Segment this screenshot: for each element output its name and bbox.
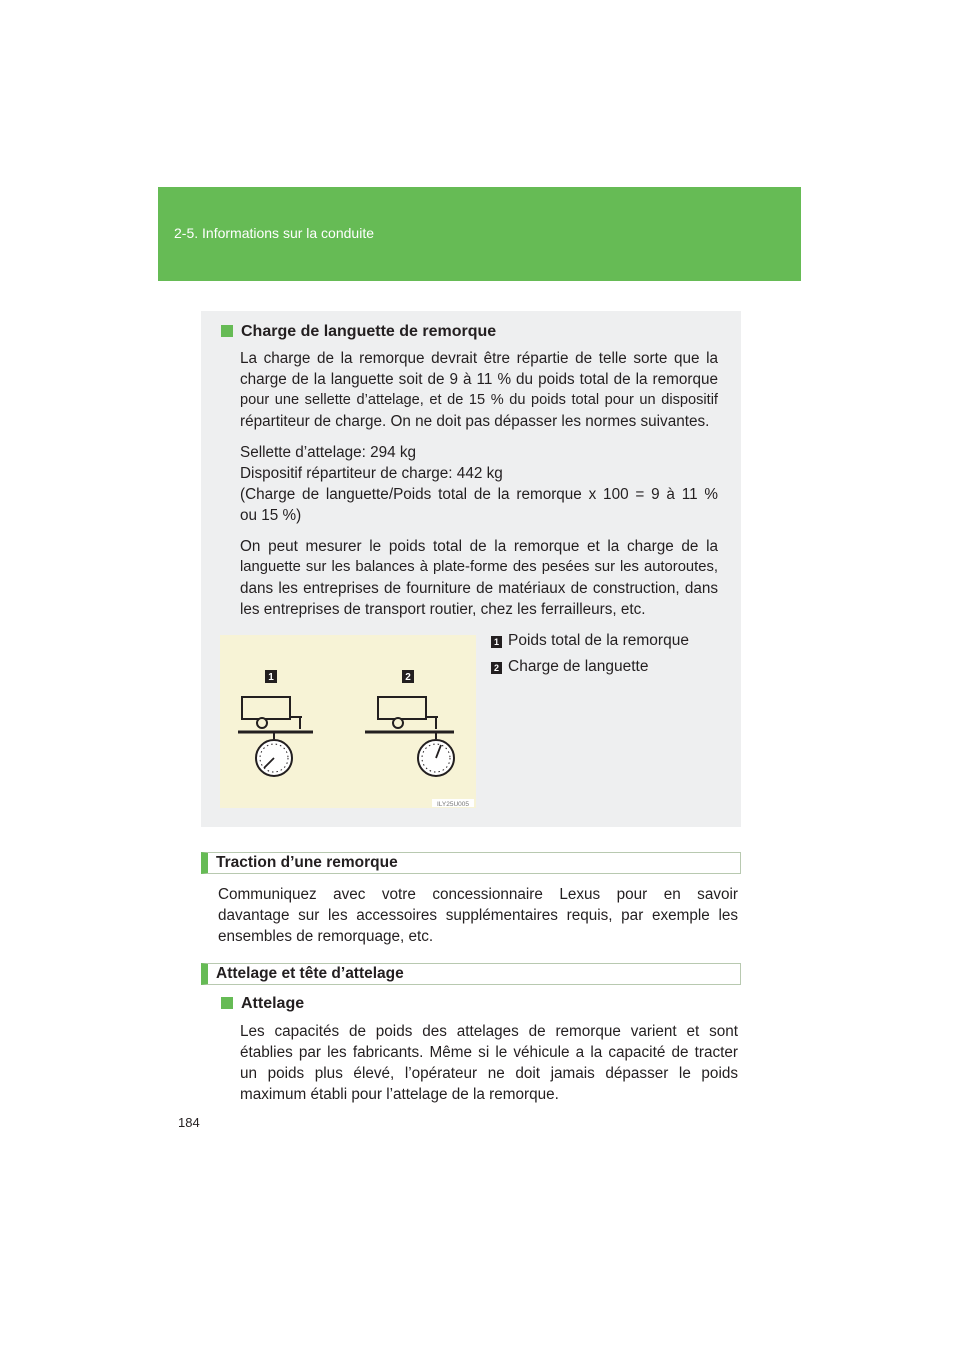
section-heading-traction bbox=[201, 852, 741, 874]
figure-code: ILY25U005 bbox=[436, 801, 470, 808]
legend-label-2: Charge de languette bbox=[508, 658, 649, 675]
scale-gauge-2-icon bbox=[418, 740, 454, 776]
bullet-square-icon bbox=[221, 325, 233, 337]
box-paragraph-2 bbox=[240, 442, 718, 526]
text-line: Les capacités de poids des attelages de remorque varient et sont bbox=[240, 1023, 738, 1040]
text-line: (Charge de languette/Poids total de la remorque x 100 = 9 à 11 % bbox=[240, 486, 718, 503]
text-line: maximum établi pour l’attelage de la remorque. bbox=[240, 1086, 559, 1103]
page-number: 184 bbox=[178, 1115, 200, 1130]
text-line: dans les entreprises de fourniture de matériaux de construction, dans bbox=[240, 580, 718, 597]
text-line: établies par les fabricants. Même si le véhicule a la capacité de tracter bbox=[240, 1044, 738, 1061]
text-line: Dispositif répartiteur de charge: 442 kg bbox=[240, 465, 503, 482]
legend-label-1: Poids total de la remorque bbox=[508, 632, 689, 649]
legend-badge-1: 1 bbox=[491, 636, 502, 648]
section2-body bbox=[240, 1021, 738, 1105]
badge-2-number: 2 bbox=[405, 672, 411, 683]
sub-heading-text: Attelage bbox=[241, 995, 305, 1012]
text-line: charge de la languette soit de 9 à 11 % du poids total de la remorque bbox=[240, 371, 718, 388]
text-line: pour une sellette d’attelage, et de 15 % du poids total pour un dispositif bbox=[240, 392, 718, 408]
text-line: languette sur les balances à plate-forme des pesées sur les autoroutes, bbox=[240, 559, 718, 575]
box-paragraph-1 bbox=[240, 348, 718, 432]
text-line: Communiquez avec votre concessionnaire Lexus pour en savoir bbox=[218, 886, 738, 903]
section-heading-text: Traction d’une remorque bbox=[216, 854, 398, 871]
section-heading-text: Attelage et tête d’attelage bbox=[216, 965, 404, 982]
section1-body bbox=[218, 884, 738, 947]
text-line: les entreprises de transport routier, chez les ferrailleurs, etc. bbox=[240, 601, 646, 618]
trailer-1-icon bbox=[242, 697, 302, 729]
header-band bbox=[158, 187, 801, 281]
section-heading-attelage bbox=[201, 963, 741, 985]
illustration-svg bbox=[220, 635, 476, 808]
text-line: Sellette d’attelage: 294 kg bbox=[240, 444, 417, 461]
text-line: On peut mesurer le poids total de la remorque et la charge de la bbox=[240, 538, 718, 555]
legend-item-1 bbox=[491, 632, 689, 650]
badge-1-number: 1 bbox=[268, 672, 274, 683]
text-line: ou 15 %) bbox=[240, 507, 302, 524]
box-heading bbox=[221, 323, 496, 341]
text-line: ensembles de remorquage, etc. bbox=[218, 928, 434, 945]
scale-gauge-1-icon bbox=[256, 740, 292, 776]
bullet-square-icon bbox=[221, 997, 233, 1009]
breadcrumb: 2-5. Informations sur la conduite bbox=[174, 225, 374, 241]
trailer-scale-illustration bbox=[220, 635, 476, 808]
text-line: davantage sur les accessoires supplémentaires requis, par exemple les bbox=[218, 907, 738, 924]
text-line: un poids plus élevé, l’opérateur ne doit jamais dépasser le poids bbox=[240, 1065, 738, 1082]
sub-heading-attelage bbox=[221, 995, 304, 1013]
legend-item-2 bbox=[491, 658, 648, 676]
box-heading-text: Charge de languette de remorque bbox=[241, 323, 497, 340]
text-line: La charge de la remorque devrait être répartie de telle sorte que la bbox=[240, 350, 718, 367]
legend-badge-2: 2 bbox=[491, 662, 502, 674]
text-line: répartiteur de charge. On ne doit pas dépasser les normes suivantes. bbox=[240, 413, 710, 430]
trailer-2-icon bbox=[378, 697, 438, 729]
box-paragraph-3 bbox=[240, 536, 718, 620]
